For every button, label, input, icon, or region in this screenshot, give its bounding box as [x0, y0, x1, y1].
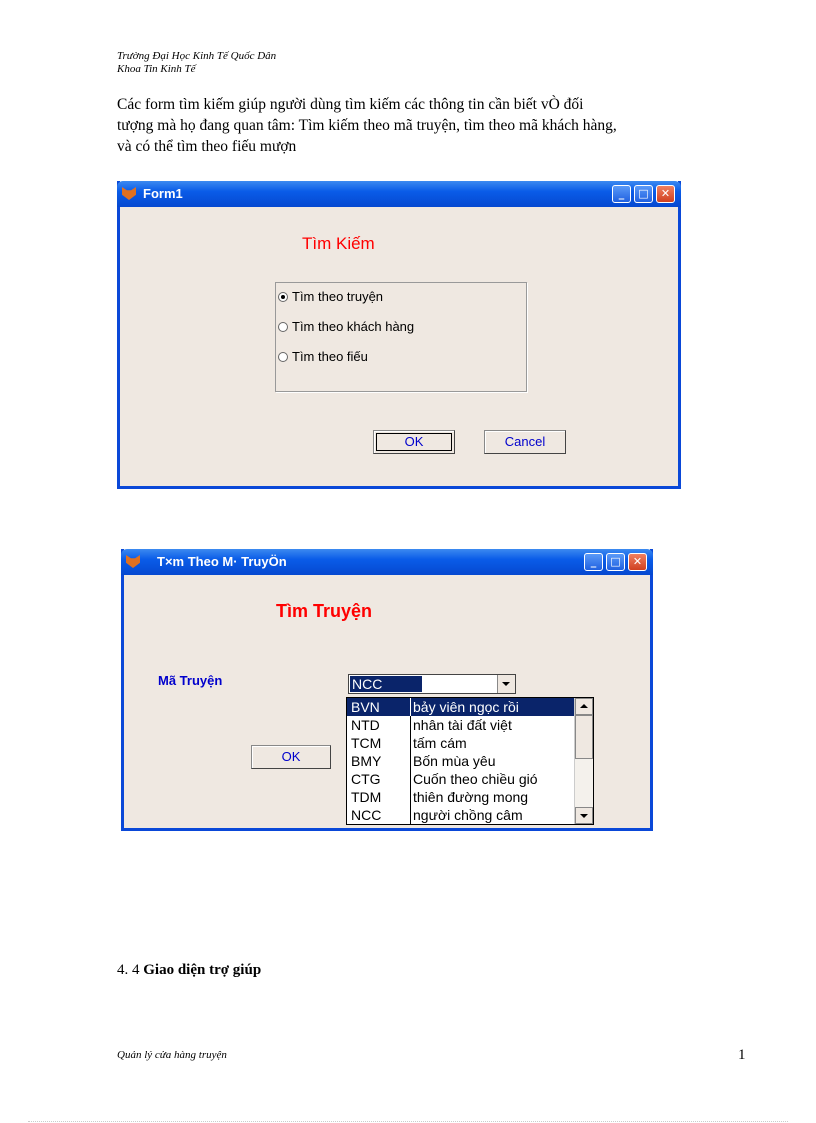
intro-line: tượng mà họ đang quan tâm: Tìm kiếm theo mã truyện, tìm theo mã khách hàng,	[117, 117, 617, 134]
list-item[interactable]	[347, 698, 575, 716]
radio-search-by-story[interactable]	[278, 289, 383, 304]
form1-titlebar[interactable]	[117, 181, 681, 207]
footer-left: Quản lý cửa hàng truyện	[117, 1049, 227, 1061]
radio-label: Tìm theo fiếu	[292, 349, 368, 364]
scroll-up-button[interactable]	[575, 698, 593, 715]
maximize-button[interactable]: □	[634, 185, 653, 203]
minimize-button[interactable]: _	[584, 553, 603, 571]
document-header	[117, 50, 276, 76]
form1-title: Form1	[143, 186, 183, 201]
search-option-group	[275, 282, 527, 392]
list-item-code: BVN	[347, 698, 411, 716]
list-item-name: Cuốn theo chiều gió	[413, 771, 538, 787]
list-item-code: CTG	[347, 770, 411, 788]
form2-heading: Tìm Truyện	[276, 601, 373, 621]
close-button[interactable]: ✕	[628, 553, 647, 571]
page-number: 1	[738, 1047, 746, 1063]
list-item-code: BMY	[347, 752, 411, 770]
form1-window	[117, 181, 681, 489]
form2-window	[121, 549, 653, 831]
scroll-thumb[interactable]	[575, 715, 593, 759]
list-item-code: TDM	[347, 788, 411, 806]
form1-heading: Tìm Kiếm	[302, 234, 375, 253]
form1-client	[120, 207, 678, 486]
list-rows	[347, 698, 575, 824]
radio-label: Tìm theo khách hàng	[292, 319, 415, 334]
list-item-name: người chồng câm	[413, 807, 523, 823]
intro-paragraph	[117, 94, 757, 157]
combo-value: NCC	[350, 676, 422, 692]
form2-titlebar[interactable]	[121, 549, 653, 575]
app-fox-icon	[126, 555, 140, 568]
radio-search-by-customer[interactable]	[278, 319, 414, 334]
intro-line: Các form tìm kiếm giúp người dùng tìm kiếm các thông tin cần biết vÒ đối	[117, 96, 584, 113]
app-fox-icon	[122, 187, 136, 200]
intro-line: và có thể tìm theo fiếu mượn	[117, 138, 297, 155]
cancel-button[interactable]: Cancel	[484, 430, 566, 454]
radio-dot	[278, 292, 288, 302]
list-item[interactable]	[347, 716, 575, 734]
header-university: Trường Đại Học Kinh Tế Quốc Dân	[117, 50, 277, 62]
list-item-name: bảy viên ngọc rồi	[413, 699, 519, 715]
header-faculty: Khoa Tin Kinh Tế	[117, 63, 196, 75]
section-heading	[117, 962, 261, 979]
list-item-name: Bốn mùa yêu	[413, 753, 496, 769]
section-title: Giao diện trợ giúp	[143, 962, 262, 978]
radio-label: Tìm theo truyện	[292, 289, 384, 304]
list-item-code: NTD	[347, 716, 411, 734]
list-item-code: TCM	[347, 734, 411, 752]
story-dropdown-list[interactable]	[346, 697, 594, 825]
story-code-label: Mã Truyện	[158, 673, 223, 688]
story-code-combobox[interactable]	[348, 674, 516, 694]
list-item[interactable]	[347, 752, 575, 770]
list-item[interactable]	[347, 788, 575, 806]
page-divider	[28, 1121, 788, 1122]
list-item-name: thiên đường mong	[413, 789, 529, 805]
radio-dot	[278, 352, 288, 362]
list-scrollbar[interactable]	[574, 698, 593, 824]
maximize-button[interactable]: □	[606, 553, 625, 571]
arrow-down-icon	[580, 814, 588, 818]
chevron-down-icon	[502, 682, 510, 686]
section-number: 4. 4	[117, 962, 140, 978]
list-item[interactable]	[347, 806, 575, 824]
form2-ok-button[interactable]: OK	[251, 745, 331, 769]
list-item[interactable]	[347, 734, 575, 752]
list-item[interactable]	[347, 770, 575, 788]
form2-client	[124, 575, 650, 828]
ok-button[interactable]: OK	[373, 430, 455, 454]
list-item-name: nhân tài đất việt	[413, 717, 512, 733]
minimize-button[interactable]: _	[612, 185, 631, 203]
scroll-down-button[interactable]	[575, 807, 593, 824]
list-item-code: NCC	[347, 806, 411, 824]
arrow-up-icon	[580, 704, 588, 708]
radio-dot	[278, 322, 288, 332]
list-item-name: tấm cám	[413, 735, 467, 751]
combo-dropdown-button[interactable]	[497, 675, 515, 693]
radio-search-by-slip[interactable]	[278, 349, 368, 364]
form2-title: T×m Theo M· TruyÖn	[157, 554, 287, 569]
close-button[interactable]: ✕	[656, 185, 675, 203]
